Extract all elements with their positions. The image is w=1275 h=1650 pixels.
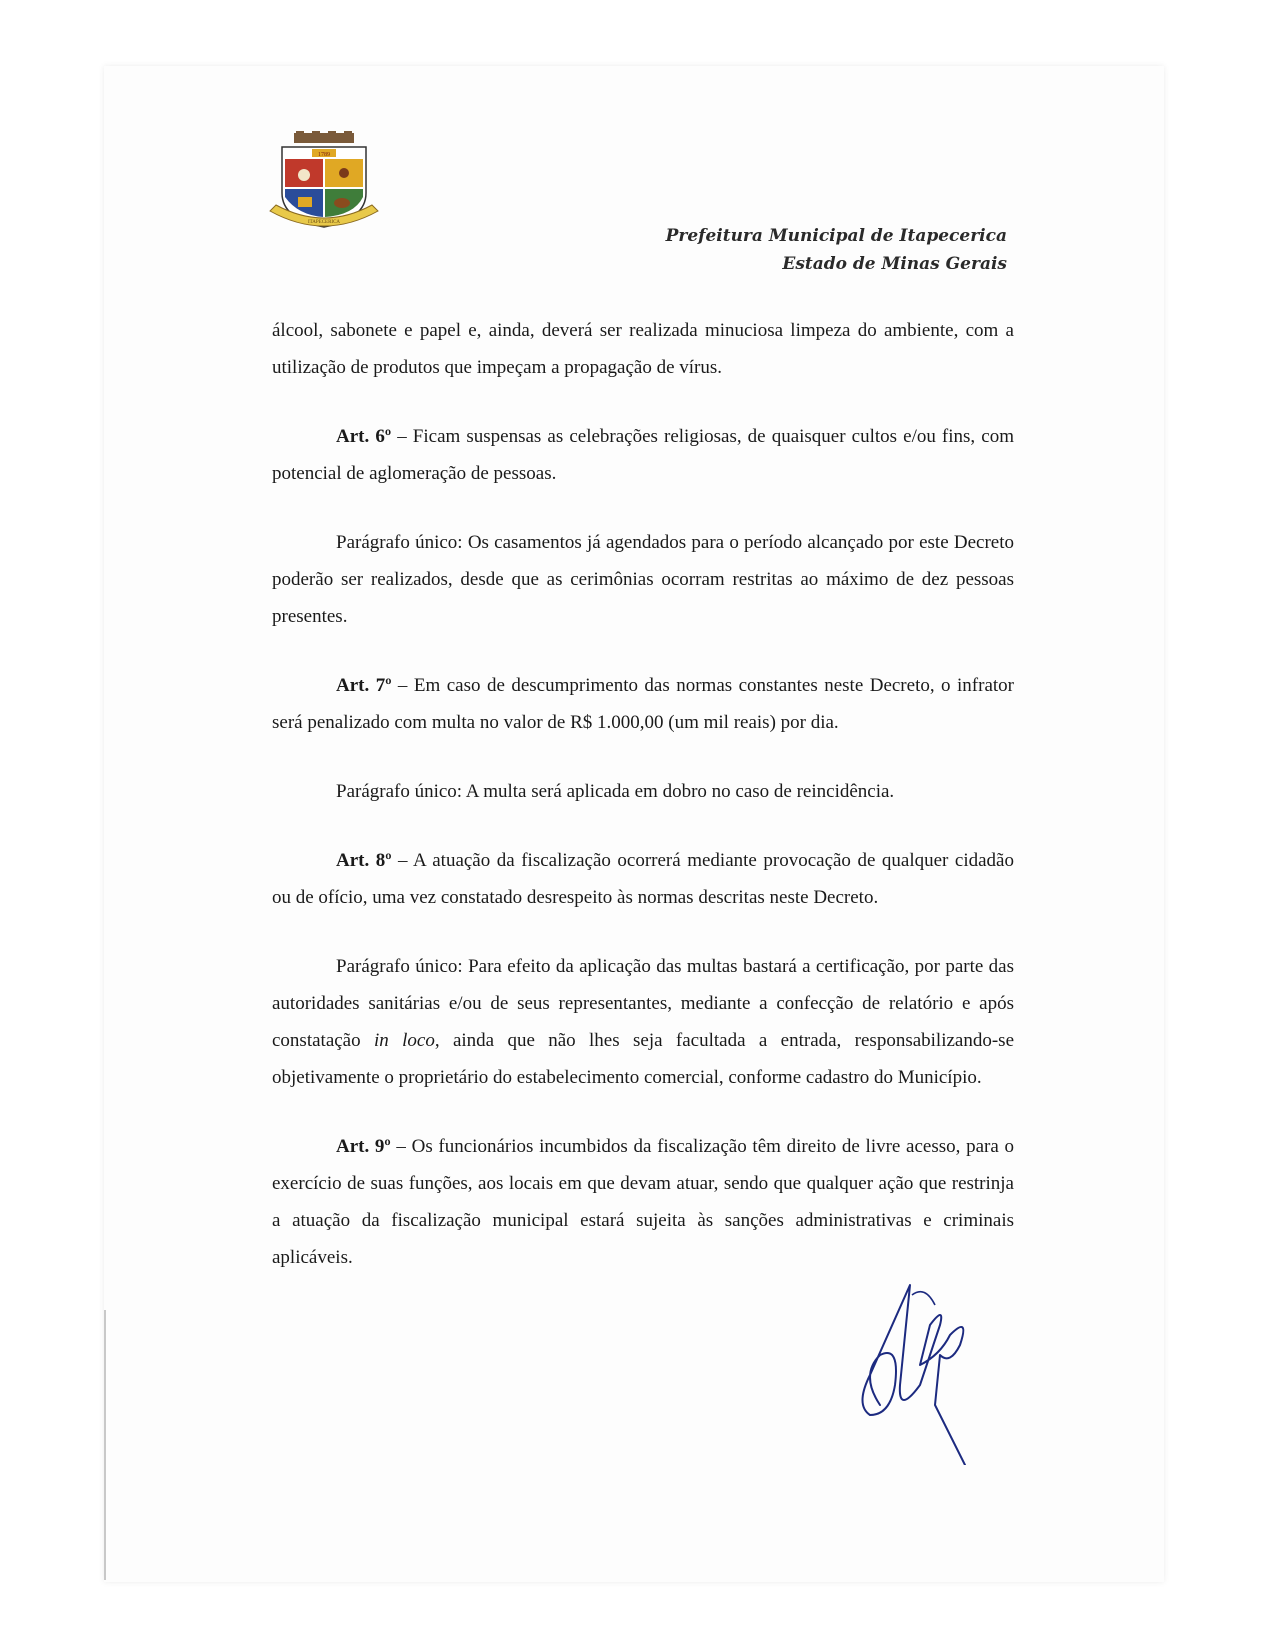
handwritten-signature [850,1265,980,1465]
crest-year: 1789 [318,152,330,158]
article-9-label: Art. 9º [336,1136,391,1157]
article-6-paragraph: Parágrafo único: Os casamentos já agendados para o período alcançado por este Decreto poderão ser realizados, desde que as cerimônias ocorram restritas ao máximo de dez pessoas presentes. [272,532,1014,627]
article-8-label: Art. 8º [336,850,392,871]
article-6-text: – Ficam suspensas as celebrações religiosas, de quaisquer cultos e/ou fins, com potencial de aglomeração de pessoas. [272,426,1014,484]
article-8-paragraph [272,948,1014,1096]
municipal-coat-of-arms [268,131,380,237]
letterhead-municipality: Prefeitura Municipal de Itapecerica [665,226,1007,246]
paragraph-continuation: álcool, sabonete e papel e, ainda, deverá ser realizada minuciosa limpeza do ambiente, com a utilização de produtos que impeçam a propagação de vírus. [272,320,1014,378]
article-7-label: Art. 7º [336,675,392,696]
article-9 [272,1128,1014,1276]
article-8-paragraph-italic: in loco [373,1030,435,1051]
article-6 [272,418,1014,492]
document-body [272,312,1014,1276]
letterhead [666,222,1007,278]
article-7-paragraph: Parágrafo único: A multa será aplicada em dobro no caso de reincidência. [336,781,895,802]
article-7 [272,667,1014,741]
article-6-label: Art. 6º [336,426,392,447]
article-7-text: – Em caso de descumprimento das normas constantes neste Decreto, o infrator será penalizado com multa no valor de R$ 1.000,00 (um mil reais) por dia. [272,675,1014,733]
page-edge-shadow [104,1310,106,1580]
article-8-paragraph-text-b: , ainda que não lhes seja facultada a entrada, responsabilizando-se objetivamente o proprietário do estabelecimento comercial, conforme cadastro do Município. [272,1030,1015,1088]
crest-motto: ITAPECERICA [307,220,341,225]
article-8 [272,842,1014,916]
letterhead-state: Estado de Minas Gerais [782,254,1007,274]
article-9-text: – Os funcionários incumbidos da fiscalização têm direito de livre acesso, para o exercício de suas funções, aos locais em que devam atuar, sendo que qualquer ação que restrinja a atuação da fiscalização municipal estará sujeita às sanções administrativas e criminais aplicáveis. [272,1136,1014,1268]
article-8-paragraph-text-a: Parágrafo único: Para efeito da aplicação das multas bastará a certificação, por parte das autoridades sanitárias e/ou de seus representantes, mediante a confecção de relatório e após constatação [272,956,1014,1051]
article-8-text: – A atuação da fiscalização ocorrerá mediante provocação de qualquer cidadão ou de ofício, uma vez constatado desrespeito às normas descritas neste Decreto. [272,850,1014,908]
